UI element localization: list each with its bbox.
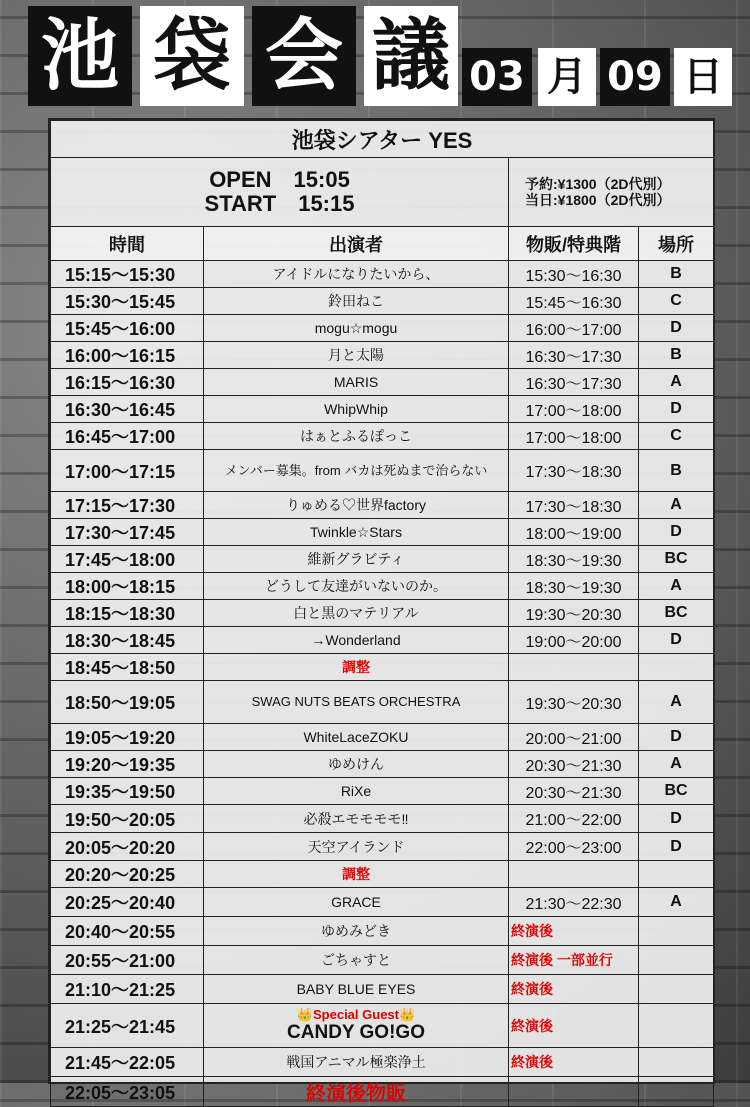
row-time: 19:35～19:50 xyxy=(51,778,204,805)
row-goods-time: 終演後 xyxy=(509,975,639,1004)
row-time: 18:30～18:45 xyxy=(51,627,204,654)
row-performer: 維新グラビティ xyxy=(204,546,509,573)
row-performer: 調整 xyxy=(204,654,509,681)
table-row xyxy=(51,342,714,369)
row-performer: BABY BLUE EYES xyxy=(204,975,509,1004)
date-day-char: 日 xyxy=(674,48,732,106)
row-place: D xyxy=(639,627,714,654)
row-goods-time: 21:00～22:00 xyxy=(509,805,639,833)
date-month-char: 月 xyxy=(538,48,596,106)
row-performer: りゅめる♡世界factory xyxy=(204,492,509,519)
table-row xyxy=(51,450,714,492)
col-place: 場所 xyxy=(639,227,714,261)
row-performer: ゆめけん xyxy=(204,751,509,778)
table-row xyxy=(51,315,714,342)
special-guest-name: CANDY GO!GO xyxy=(287,1022,425,1043)
row-place: D xyxy=(639,833,714,861)
row-time: 17:00～17:15 xyxy=(51,450,204,492)
row-performer: 終演後物販 xyxy=(204,1077,509,1107)
row-goods-time: 16:30～17:30 xyxy=(509,369,639,396)
row-performer: ごちゃすと xyxy=(204,946,509,975)
row-time: 17:30～17:45 xyxy=(51,519,204,546)
table-row xyxy=(51,1004,714,1048)
row-goods-time: 21:30～22:30 xyxy=(509,888,639,917)
table-row xyxy=(51,975,714,1004)
row-goods-time: 15:30～16:30 xyxy=(509,261,639,288)
special-guest-label: 👑Special Guest👑 xyxy=(296,1007,416,1022)
row-goods-time: 17:30～18:30 xyxy=(509,450,639,492)
row-goods-time: 15:45～16:30 xyxy=(509,288,639,315)
row-place xyxy=(639,654,714,681)
row-time: 21:45～22:05 xyxy=(51,1048,204,1077)
ticket-prices xyxy=(509,158,714,227)
row-performer: アイドルになりたいから、 xyxy=(204,261,509,288)
row-time: 19:20～19:35 xyxy=(51,751,204,778)
row-place: D xyxy=(639,724,714,751)
row-goods-time: 16:30～17:30 xyxy=(509,342,639,369)
row-place: D xyxy=(639,519,714,546)
row-goods-time: 19:30～20:30 xyxy=(509,600,639,627)
row-time: 17:45～18:00 xyxy=(51,546,204,573)
row-performer: メンバー募集。from バカは死ぬまで治らない xyxy=(204,450,509,492)
row-goods-time: 17:00～18:00 xyxy=(509,396,639,423)
row-performer: ゆめみどき xyxy=(204,917,509,946)
table-row xyxy=(51,861,714,888)
row-performer xyxy=(204,1004,509,1048)
row-place xyxy=(639,917,714,946)
table-row xyxy=(51,917,714,946)
row-place: A xyxy=(639,492,714,519)
row-performer: 調整 xyxy=(204,861,509,888)
date-month-number: 03 xyxy=(462,48,532,106)
table-row xyxy=(51,833,714,861)
row-time: 20:55～21:00 xyxy=(51,946,204,975)
row-time: 21:25～21:45 xyxy=(51,1004,204,1048)
row-time: 19:50～20:05 xyxy=(51,805,204,833)
row-time: 22:05～23:05 xyxy=(51,1077,204,1107)
row-time: 16:15～16:30 xyxy=(51,369,204,396)
table-row xyxy=(51,724,714,751)
table-row xyxy=(51,546,714,573)
open-time: OPEN 15:05 xyxy=(209,167,350,192)
schedule-rows xyxy=(51,261,714,1107)
row-goods-time: 22:00～23:00 xyxy=(509,833,639,861)
row-goods-time: 18:00～19:00 xyxy=(509,519,639,546)
price-door: 当日:¥1800（2D代別） xyxy=(525,192,671,208)
column-headers xyxy=(51,227,714,261)
row-time: 19:05～19:20 xyxy=(51,724,204,751)
row-place: A xyxy=(639,751,714,778)
title-kanji-4: 議 xyxy=(364,6,458,106)
row-place xyxy=(639,861,714,888)
row-goods-time: 19:00～20:00 xyxy=(509,627,639,654)
start-time: START 15:15 xyxy=(204,191,355,216)
row-goods-time: 16:00～17:00 xyxy=(509,315,639,342)
row-time: 18:50～19:05 xyxy=(51,681,204,724)
row-place: D xyxy=(639,315,714,342)
row-goods-time: 20:00～21:00 xyxy=(509,724,639,751)
open-start-times xyxy=(51,158,509,227)
table-row xyxy=(51,681,714,724)
row-time: 18:45～18:50 xyxy=(51,654,204,681)
row-goods-time: 終演後 xyxy=(509,917,639,946)
timetable-grid xyxy=(50,120,714,1107)
row-performer: RiXe xyxy=(204,778,509,805)
row-goods-time: 18:30～19:30 xyxy=(509,573,639,600)
row-performer: 必殺エモモモモ‼ xyxy=(204,805,509,833)
row-time: 16:30～16:45 xyxy=(51,396,204,423)
row-performer: mogu☆mogu xyxy=(204,315,509,342)
table-row xyxy=(51,396,714,423)
row-goods-time: 終演後 xyxy=(509,1004,639,1048)
row-goods-time: 17:30～18:30 xyxy=(509,492,639,519)
row-place: A xyxy=(639,573,714,600)
row-place: A xyxy=(639,888,714,917)
row-performer: →Wonderland xyxy=(204,627,509,654)
row-time: 15:15～15:30 xyxy=(51,261,204,288)
price-advance: 予約:¥1300（2D代別） xyxy=(525,176,671,192)
row-goods-time: 終演後 xyxy=(509,1048,639,1077)
row-place xyxy=(639,1048,714,1077)
row-goods-time xyxy=(509,1077,639,1107)
table-row xyxy=(51,573,714,600)
row-place: D xyxy=(639,805,714,833)
row-performer: Twinkle☆Stars xyxy=(204,519,509,546)
row-performer: WhiteLaceZOKU xyxy=(204,724,509,751)
row-performer: 白と黒のマテリアル xyxy=(204,600,509,627)
row-time: 20:25～20:40 xyxy=(51,888,204,917)
date-day-number: 09 xyxy=(600,48,670,106)
row-time: 16:45～17:00 xyxy=(51,423,204,450)
row-place: A xyxy=(639,681,714,724)
row-place: C xyxy=(639,423,714,450)
table-row xyxy=(51,805,714,833)
col-time: 時間 xyxy=(51,227,204,261)
title-kanji-3: 会 xyxy=(252,6,356,106)
table-row xyxy=(51,888,714,917)
row-performer: 鈴田ねこ xyxy=(204,288,509,315)
row-performer: 月と太陽 xyxy=(204,342,509,369)
row-goods-time: 終演後 一部並行 xyxy=(509,946,639,975)
table-row xyxy=(51,519,714,546)
row-time: 17:15～17:30 xyxy=(51,492,204,519)
timetable xyxy=(48,118,715,1105)
row-goods-time xyxy=(509,654,639,681)
table-row xyxy=(51,778,714,805)
row-goods-time: 20:30～21:30 xyxy=(509,778,639,805)
table-row xyxy=(51,288,714,315)
row-place xyxy=(639,946,714,975)
row-place: C xyxy=(639,288,714,315)
row-performer: 戦国アニマル極楽浄土 xyxy=(204,1048,509,1077)
row-goods-time: 20:30～21:30 xyxy=(509,751,639,778)
row-performer: SWAG NUTS BEATS ORCHESTRA xyxy=(204,681,509,724)
row-time: 20:20～20:25 xyxy=(51,861,204,888)
row-place xyxy=(639,1004,714,1048)
row-time: 20:05～20:20 xyxy=(51,833,204,861)
row-place: BC xyxy=(639,546,714,573)
col-goods: 物販/特典階 xyxy=(509,227,639,261)
table-row xyxy=(51,600,714,627)
table-row xyxy=(51,1048,714,1077)
row-place xyxy=(639,1077,714,1107)
row-time: 21:10～21:25 xyxy=(51,975,204,1004)
table-row xyxy=(51,492,714,519)
row-performer: 天空アイランド xyxy=(204,833,509,861)
table-row xyxy=(51,261,714,288)
row-performer: はぁとふるぽっこ xyxy=(204,423,509,450)
row-place: B xyxy=(639,261,714,288)
row-goods-time: 19:30～20:30 xyxy=(509,681,639,724)
row-time: 15:45～16:00 xyxy=(51,315,204,342)
table-row xyxy=(51,946,714,975)
table-row xyxy=(51,423,714,450)
table-row xyxy=(51,369,714,396)
row-performer: どうして友達がいないのか。 xyxy=(204,573,509,600)
row-performer: GRACE xyxy=(204,888,509,917)
row-time: 15:30～15:45 xyxy=(51,288,204,315)
row-place xyxy=(639,975,714,1004)
table-row xyxy=(51,654,714,681)
title-kanji-1: 池 xyxy=(28,6,132,106)
row-performer: MARIS xyxy=(204,369,509,396)
row-performer: WhipWhip xyxy=(204,396,509,423)
col-performer: 出演者 xyxy=(204,227,509,261)
row-place: A xyxy=(639,369,714,396)
header-banner xyxy=(0,0,750,118)
row-place: D xyxy=(639,396,714,423)
row-place: B xyxy=(639,450,714,492)
row-time: 18:00～18:15 xyxy=(51,573,204,600)
row-goods-time xyxy=(509,861,639,888)
row-place: BC xyxy=(639,778,714,805)
row-place: B xyxy=(639,342,714,369)
row-place: BC xyxy=(639,600,714,627)
row-goods-time: 17:00～18:00 xyxy=(509,423,639,450)
table-row xyxy=(51,627,714,654)
table-row xyxy=(51,751,714,778)
title-kanji-2: 袋 xyxy=(140,6,244,106)
table-row xyxy=(51,1077,714,1107)
row-time: 16:00～16:15 xyxy=(51,342,204,369)
row-goods-time: 18:30～19:30 xyxy=(509,546,639,573)
row-time: 18:15～18:30 xyxy=(51,600,204,627)
venue-name: 池袋シアター YES xyxy=(51,121,714,158)
row-time: 20:40～20:55 xyxy=(51,917,204,946)
